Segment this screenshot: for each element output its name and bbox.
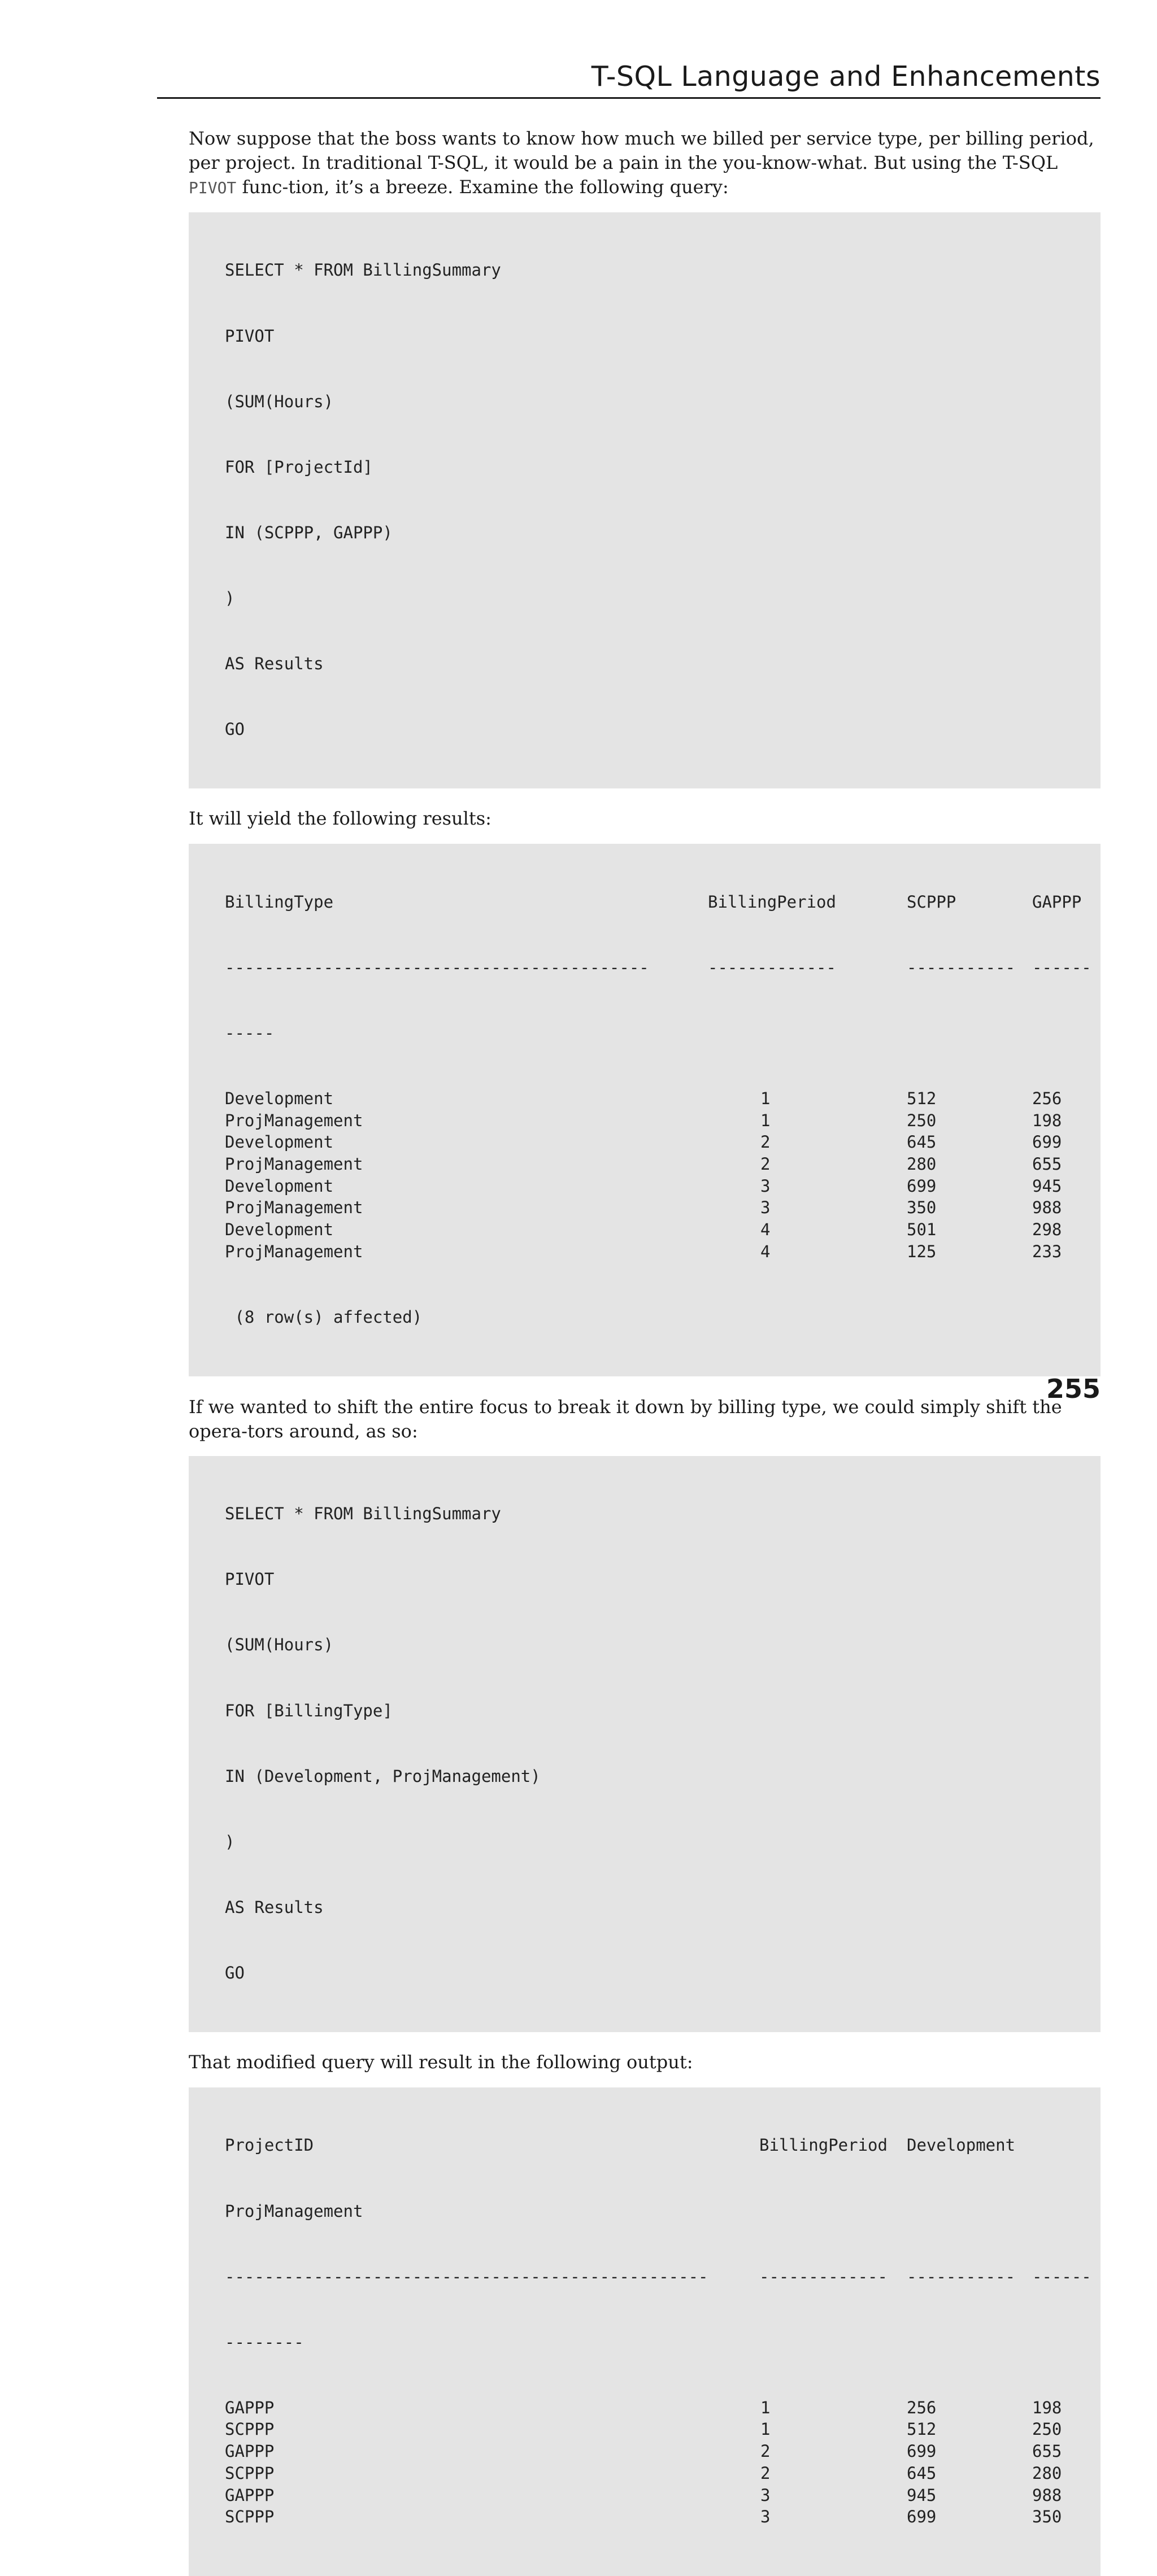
table-cell: GAPPP: [225, 2398, 275, 2417]
code-line: ): [225, 1832, 235, 1851]
results-header-row: [225, 2134, 1101, 2156]
code-line: PIVOT: [225, 1570, 275, 1589]
rule-segment: -------------: [759, 2266, 888, 2286]
rule-segment: -----------: [907, 957, 1016, 977]
code-line: GO: [225, 1963, 245, 1982]
table-row: [225, 2485, 1101, 2507]
table-cell: 945: [907, 2485, 937, 2505]
table-cell: 350: [907, 1198, 937, 1218]
code-block-results-1: [189, 844, 1101, 1376]
rule-segment: -------------: [708, 957, 836, 977]
table-cell: 280: [907, 1154, 937, 1174]
table-cell: GAPPP: [225, 2442, 275, 2461]
paragraph-intro-text: Now suppose that the boss wants to know how much we billed per service type, per billing period, per project. In traditional T-SQL, it would be a pain in the you-know-what. But using the T-SQL: [189, 128, 1094, 173]
table-cell: 699: [1032, 1132, 1062, 1152]
column-header: BillingType: [225, 892, 334, 912]
table-cell: ProjManagement: [225, 1241, 363, 1261]
table-cell: 655: [1032, 1154, 1062, 1174]
code-line: SELECT * FROM BillingSummary: [225, 1504, 501, 1524]
table-row: [225, 1088, 1101, 1110]
rule-segment: ------: [1032, 2266, 1091, 2286]
page-number: 255: [1046, 1374, 1101, 1404]
table-cell: GAPPP: [225, 2485, 275, 2505]
table-cell: 645: [907, 2463, 937, 2483]
code-line: (SUM(Hours): [225, 391, 334, 411]
column-header: BillingPeriod: [708, 892, 836, 912]
rule-segment: --------: [225, 2332, 304, 2352]
table-cell: ProjManagement: [225, 1198, 363, 1218]
table-cell: 501: [907, 1219, 937, 1239]
table-cell: 699: [907, 2442, 937, 2461]
table-cell: 2: [760, 1154, 771, 1174]
rule-segment: -------------------------------------------: [225, 957, 649, 977]
table-cell: 512: [907, 2420, 937, 2439]
results-header-wrap: [225, 2200, 1101, 2222]
rule-segment: -----------: [907, 2266, 1016, 2286]
table-cell: 1: [760, 2398, 771, 2417]
table-cell: Development: [225, 1088, 334, 1108]
table-row: [225, 2440, 1101, 2462]
table-cell: 2: [760, 2463, 771, 2483]
rule-segment: -----: [225, 1023, 275, 1043]
code-line: AS Results: [225, 653, 324, 673]
table-row: [225, 2506, 1101, 2528]
column-header: BillingPeriod: [759, 2135, 888, 2155]
table-cell: 988: [1032, 2485, 1062, 2505]
table-cell: 3: [760, 1198, 771, 1218]
results-header-row: [225, 891, 1101, 913]
paragraph-intro-tail: func-tion, it’s a breeze. Examine the following query:: [236, 176, 729, 198]
results-rule-row: [225, 957, 1101, 979]
table-cell: 256: [907, 2398, 937, 2417]
table-row: [225, 1219, 1101, 1241]
table-row: [225, 1241, 1101, 1263]
table-cell: 298: [1032, 1219, 1062, 1239]
code-block-query-1: [189, 212, 1101, 788]
code-line: GO: [225, 720, 245, 739]
table-cell: 945: [1032, 1176, 1062, 1196]
table-row: [225, 1153, 1101, 1175]
table-cell: 512: [907, 1088, 937, 1108]
results-rule-wrap: [225, 2331, 1101, 2353]
table-row: [225, 2462, 1101, 2485]
column-header: GAPPP: [1032, 892, 1082, 912]
code-line: ): [225, 588, 235, 608]
table-cell: SCPPP: [225, 2463, 275, 2483]
running-head: T-SQL Language and Enhancements: [591, 60, 1101, 93]
table-row: [225, 1175, 1101, 1197]
table-cell: 699: [907, 1176, 937, 1196]
code-line: IN (Development, ProjManagement): [225, 1766, 541, 1786]
table-row: [225, 1131, 1101, 1153]
table-row: [225, 2397, 1101, 2419]
table-cell: 250: [907, 1110, 937, 1130]
inline-code-pivot: PIVOT: [189, 178, 237, 197]
code-line: IN (SCPPP, GAPPP): [225, 522, 393, 542]
table-cell: 3: [760, 2485, 771, 2505]
column-header: Development: [907, 2135, 1016, 2155]
results-rule-wrap: [225, 1022, 1101, 1044]
code-block-results-2: [189, 2087, 1101, 2576]
paragraph-results-intro: It will yield the following results:: [189, 808, 491, 830]
table-row: [225, 1110, 1101, 1132]
paragraph-modified-output: That modified query will result in the following output:: [189, 2051, 693, 2073]
results-footer: [225, 1306, 1101, 1328]
table-cell: 198: [1032, 1110, 1062, 1130]
table-cell: 1: [760, 1088, 771, 1108]
table-cell: 3: [760, 2507, 771, 2527]
table-cell: 1: [760, 2420, 771, 2439]
results-rows: [225, 2397, 1101, 2528]
table-cell: 1: [760, 1110, 771, 1130]
page-header: [157, 54, 1101, 99]
code-line: FOR [BillingType]: [225, 1701, 393, 1720]
table-cell: 699: [907, 2507, 937, 2527]
table-cell: Development: [225, 1176, 334, 1196]
table-cell: 4: [760, 1241, 771, 1261]
rows-affected-note: (8 row(s) affected): [225, 1307, 423, 1327]
table-cell: ProjManagement: [225, 1110, 363, 1130]
rule-segment: -------------------------------------------------: [225, 2266, 708, 2286]
table-cell: 3: [760, 1176, 771, 1196]
column-header: SCPPP: [907, 892, 956, 912]
rule-segment: ------: [1032, 957, 1091, 977]
table-cell: 250: [1032, 2420, 1062, 2439]
table-cell: ProjManagement: [225, 1154, 363, 1174]
code-line: FOR [ProjectId]: [225, 457, 373, 477]
paragraph-intro: [189, 127, 1101, 200]
page-content: [189, 124, 1101, 2576]
table-cell: 125: [907, 1241, 937, 1261]
code-line: SELECT * FROM BillingSummary: [225, 260, 501, 280]
table-cell: 2: [760, 1132, 771, 1152]
code-line: PIVOT: [225, 326, 275, 346]
results-rule-row: [225, 2266, 1101, 2288]
results-rows: [225, 1088, 1101, 1263]
table-cell: SCPPP: [225, 2420, 275, 2439]
table-cell: 645: [907, 1132, 937, 1152]
table-cell: 988: [1032, 1198, 1062, 1218]
code-line: AS Results: [225, 1897, 324, 1917]
table-row: [225, 1197, 1101, 1219]
table-cell: 2: [760, 2442, 771, 2461]
table-row: [225, 2418, 1101, 2440]
table-cell: Development: [225, 1219, 334, 1239]
code-block-query-2: [189, 1456, 1101, 2032]
table-cell: 233: [1032, 1241, 1062, 1261]
paragraph-shift-focus: If we wanted to shift the entire focus to break it down by billing type, we could simply shift the opera-tors around, as so:: [189, 1396, 1062, 1442]
table-cell: 198: [1032, 2398, 1062, 2417]
code-line: (SUM(Hours): [225, 1635, 334, 1655]
table-cell: 4: [760, 1219, 771, 1239]
table-cell: 655: [1032, 2442, 1062, 2461]
column-header: ProjectID: [225, 2135, 314, 2155]
table-cell: 256: [1032, 1088, 1062, 1108]
table-cell: 350: [1032, 2507, 1062, 2527]
table-cell: SCPPP: [225, 2507, 275, 2527]
column-header: ProjManagement: [225, 2201, 363, 2221]
table-cell: Development: [225, 1132, 334, 1152]
table-cell: 280: [1032, 2463, 1062, 2483]
